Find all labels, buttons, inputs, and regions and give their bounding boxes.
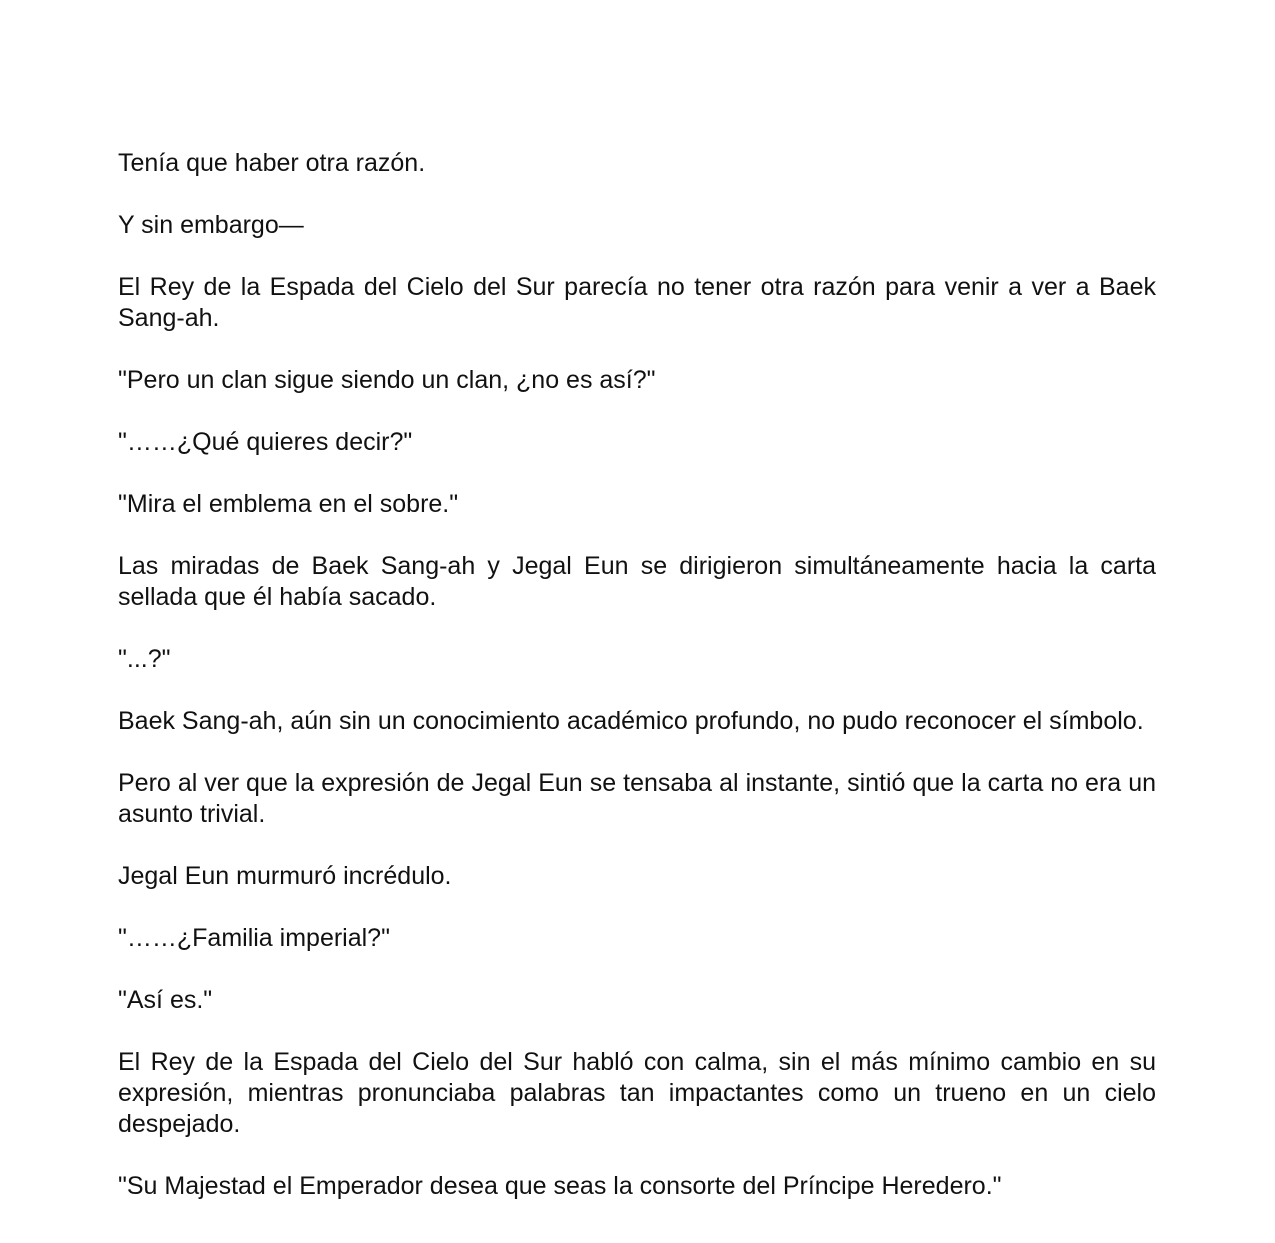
document-body [118,148,1156,1202]
paragraph: Las miradas de Baek Sang-ah y Jegal Eun se dirigieron simultáneamente hacia la carta sellada que él había sacado. [118,552,1156,611]
paragraph: Y sin embargo— [118,211,304,239]
paragraph: "Su Majestad el Emperador desea que seas la consorte del Príncipe Heredero." [118,1172,1002,1200]
paragraph: "Mira el emblema en el sobre." [118,490,459,518]
paragraph: Jegal Eun murmuró incrédulo. [118,862,452,890]
paragraph: El Rey de la Espada del Cielo del Sur parecía no tener otra razón para venir a ver a Baek Sang-ah. [118,273,1156,332]
paragraph: El Rey de la Espada del Cielo del Sur habló con calma, sin el más mínimo cambio en su expresión, mientras pronunciaba palabras tan impactantes como un trueno en un cielo despejado. [118,1048,1156,1138]
paragraph: Baek Sang-ah, aún sin un conocimiento académico profundo, no pudo reconocer el símbolo. [118,707,1144,735]
paragraph: Pero al ver que la expresión de Jegal Eun se tensaba al instante, sintió que la carta no era un asunto trivial. [118,769,1156,828]
paragraph: "Así es." [118,986,213,1014]
paragraph: "……¿Qué quieres decir?" [118,428,413,456]
paragraph: "Pero un clan sigue siendo un clan, ¿no es así?" [118,366,656,394]
paragraph: "...?" [118,645,171,673]
paragraph: Tenía que haber otra razón. [118,149,426,177]
paragraph: "……¿Familia imperial?" [118,924,390,952]
